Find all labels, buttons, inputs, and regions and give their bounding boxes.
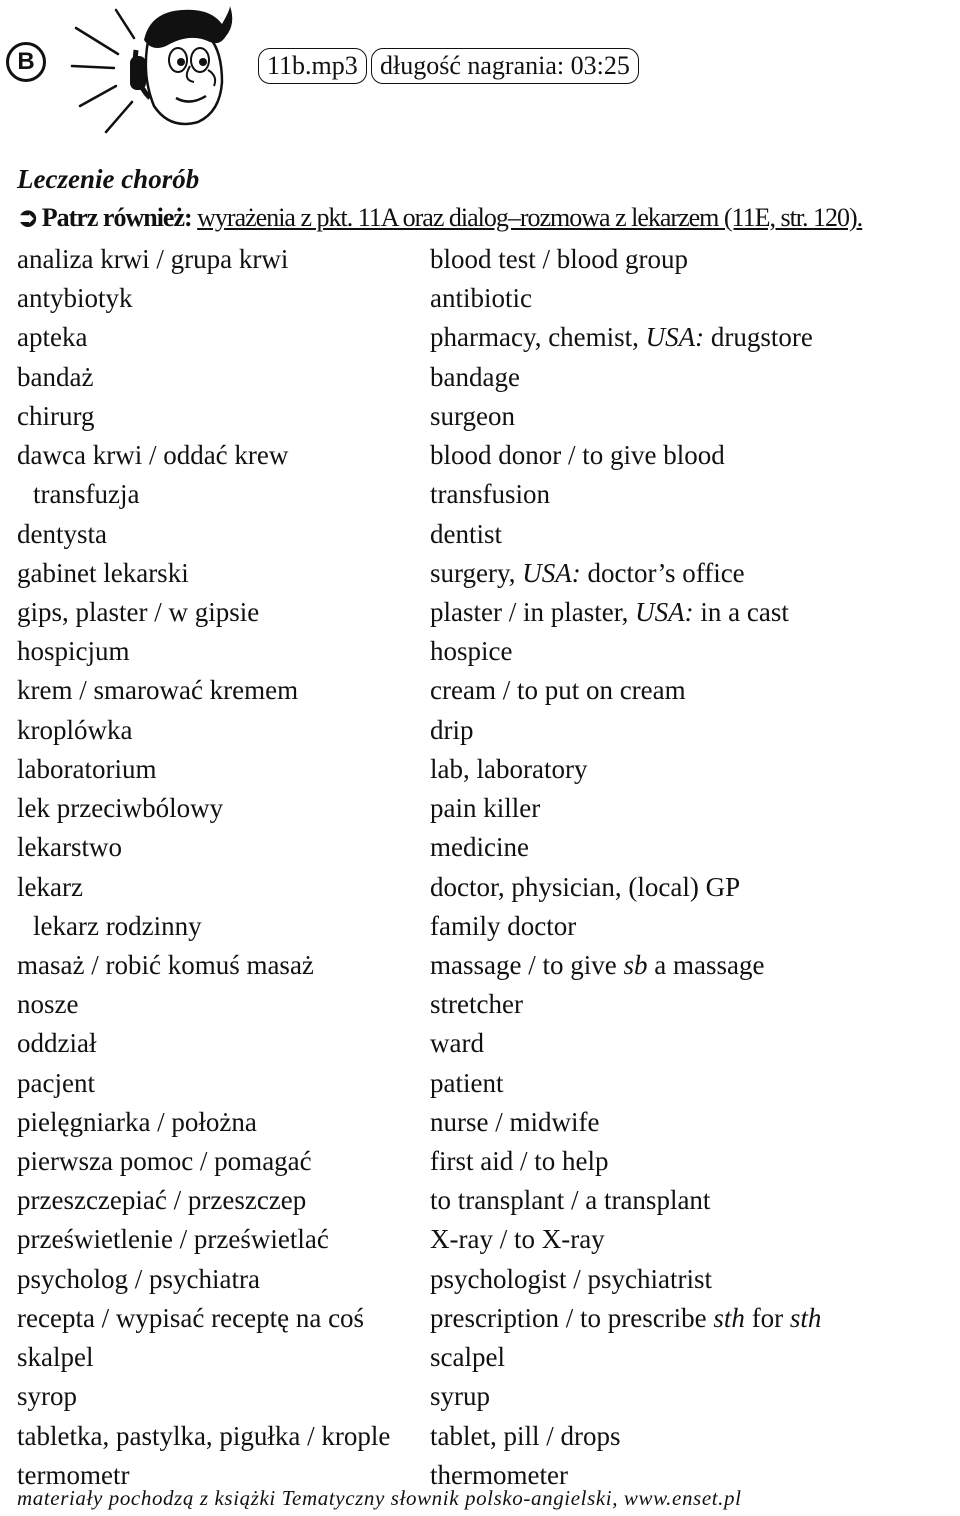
translation-text: medicine xyxy=(430,832,529,863)
vocab-row xyxy=(0,554,960,593)
translation-text: transfusion xyxy=(430,479,550,510)
polish-term: chirurg xyxy=(17,400,95,431)
translation-text: thermometer xyxy=(430,1459,568,1490)
translation-text: a massage xyxy=(647,949,765,980)
english-translation xyxy=(430,671,686,710)
polish-term: pierwsza pomoc / pomagać xyxy=(17,1146,312,1177)
polish-term: kroplówka xyxy=(17,714,133,745)
translation-text: patient xyxy=(430,1067,504,1098)
english-translation xyxy=(430,279,532,318)
vocab-row xyxy=(0,318,960,357)
polish-term: lekarz rodzinny xyxy=(33,910,202,941)
polish-term: masaż / robić komuś masaż xyxy=(17,949,314,980)
vocab-row xyxy=(0,1064,960,1103)
vocab-row xyxy=(0,750,960,789)
vocab-row xyxy=(0,1338,960,1377)
polish-term: pacjent xyxy=(17,1067,95,1098)
usage-note: USA: xyxy=(522,557,581,588)
translation-text: nurse / midwife xyxy=(430,1106,600,1137)
translation-text: doctor, physician, (local) GP xyxy=(430,871,741,902)
polish-term: dentysta xyxy=(17,518,107,549)
english-translation xyxy=(430,711,474,750)
header xyxy=(0,0,960,150)
translation-text: for xyxy=(744,1302,790,1333)
vocab-row xyxy=(0,1181,960,1220)
polish-term: tabletka, pastylka, pigułka / krople xyxy=(17,1420,391,1451)
polish-term: lekarstwo xyxy=(17,832,122,863)
vocab-row xyxy=(0,515,960,554)
english-translation xyxy=(430,1299,821,1338)
translation-text: first aid / to help xyxy=(430,1146,609,1177)
polish-term: apteka xyxy=(17,322,88,353)
vocab-row xyxy=(0,828,960,867)
english-translation xyxy=(430,475,550,514)
polish-term: przeszczepiać / przeszczep xyxy=(17,1185,307,1216)
translation-text: tablet, pill / drops xyxy=(430,1420,621,1451)
vocab-row xyxy=(0,1103,960,1142)
vocab-row xyxy=(0,279,960,318)
recording-length-label: długość nagrania: 03:25 xyxy=(371,48,639,84)
polish-term: transfuzja xyxy=(33,479,140,510)
translation-text: pain killer xyxy=(430,793,541,824)
vocab-row xyxy=(0,1220,960,1259)
section-badge: B xyxy=(6,42,46,82)
translation-text: stretcher xyxy=(430,989,523,1020)
see-also-label: Patrz również: xyxy=(41,203,192,232)
english-translation xyxy=(430,907,576,946)
translation-text: prescription / to prescribe xyxy=(430,1302,714,1333)
translation-text: plaster / in plaster, xyxy=(430,596,636,627)
english-translation xyxy=(430,750,587,789)
english-translation xyxy=(430,1338,505,1377)
vocab-row xyxy=(0,907,960,946)
english-translation xyxy=(430,632,512,671)
vocab-row xyxy=(0,868,960,907)
english-translation xyxy=(430,436,725,475)
translation-text: antibiotic xyxy=(430,283,532,314)
vocab-row xyxy=(0,946,960,985)
english-translation xyxy=(430,1024,484,1063)
polish-term: prześwietlenie / prześwietlać xyxy=(17,1224,329,1255)
english-translation xyxy=(430,985,523,1024)
translation-text: ward xyxy=(430,1028,484,1059)
see-also-line xyxy=(17,203,862,233)
translation-text: family doctor xyxy=(430,910,577,941)
translation-text: doctor’s office xyxy=(580,557,745,588)
english-translation xyxy=(430,593,789,632)
usage-note: USA: xyxy=(645,322,705,353)
polish-term: bandaż xyxy=(17,361,94,392)
see-also-reference: wyrażenia z pkt. 11A oraz dialog–rozmowa z lekarzem (11E, str. 120). xyxy=(197,203,863,232)
polish-term: lek przeciwbólowy xyxy=(17,793,224,824)
translation-text: in a cast xyxy=(693,596,789,627)
translation-text: lab, laboratory xyxy=(430,753,588,784)
vocab-row xyxy=(0,593,960,632)
english-translation xyxy=(430,397,515,436)
vocab-row xyxy=(0,1024,960,1063)
english-translation xyxy=(430,554,745,593)
english-translation xyxy=(430,1142,608,1181)
vocab-row xyxy=(0,358,960,397)
english-translation xyxy=(430,1103,599,1142)
translation-text: pharmacy, chemist, xyxy=(430,322,646,353)
polish-term: recepta / wypisać receptę na coś xyxy=(17,1302,365,1333)
english-translation xyxy=(430,868,740,907)
vocab-row xyxy=(0,1417,960,1456)
polish-term: gabinet lekarski xyxy=(17,557,189,588)
polish-term: dawca krwi / oddać krew xyxy=(17,440,289,471)
translation-text: scalpel xyxy=(430,1342,505,1373)
vocab-row xyxy=(0,1142,960,1181)
english-translation xyxy=(430,1377,490,1416)
vocab-row xyxy=(0,985,960,1024)
listening-mascot-icon xyxy=(70,2,240,142)
polish-term: syrop xyxy=(17,1381,77,1412)
polish-term: antybiotyk xyxy=(17,283,133,314)
vocab-row xyxy=(0,1260,960,1299)
vocab-row xyxy=(0,397,960,436)
translation-text: drugstore xyxy=(704,322,813,353)
polish-term: termometr xyxy=(17,1459,130,1490)
section-title: Leczenie chorób xyxy=(17,164,200,194)
polish-term: pielęgniarka / położna xyxy=(17,1106,257,1137)
translation-text: X-ray / to X-ray xyxy=(430,1224,605,1255)
vocab-row xyxy=(0,436,960,475)
polish-term: hospicjum xyxy=(17,636,130,667)
translation-text: bandage xyxy=(430,361,520,392)
vocab-row xyxy=(0,789,960,828)
english-translation xyxy=(430,1064,503,1103)
vocab-row xyxy=(0,475,960,514)
vocab-row xyxy=(0,711,960,750)
vocabulary-list xyxy=(0,240,960,1495)
translation-text: hospice xyxy=(430,636,513,667)
translation-text: drip xyxy=(430,714,474,745)
polish-term: gips, plaster / w gipsie xyxy=(17,596,260,627)
source-footer: materiały pochodzą z książki Tematyczny słownik polsko-angielski, www.enset.pl xyxy=(17,1486,742,1510)
vocab-row xyxy=(0,1299,960,1338)
translation-text: blood donor / to give blood xyxy=(430,440,725,471)
polish-term: laboratorium xyxy=(17,753,157,784)
english-translation xyxy=(430,318,813,357)
translation-text: syrup xyxy=(430,1381,490,1412)
polish-term: analiza krwi / grupa krwi xyxy=(17,244,289,274)
polish-term: skalpel xyxy=(17,1342,94,1373)
curved-arrow-icon: ➲ xyxy=(17,203,38,232)
usage-note: sth xyxy=(713,1302,745,1333)
polish-term: krem / smarować kremem xyxy=(17,675,299,706)
translation-text: surgeon xyxy=(430,400,515,431)
polish-term: nosze xyxy=(17,989,79,1020)
english-translation xyxy=(430,358,520,397)
usage-note: sth xyxy=(789,1302,822,1333)
usage-note: USA: xyxy=(635,596,694,627)
vocab-row xyxy=(0,632,960,671)
english-translation xyxy=(430,789,540,828)
english-translation xyxy=(430,946,764,985)
translation-text: blood test / blood group xyxy=(430,244,688,274)
polish-term: lekarz xyxy=(17,871,83,902)
vocab-row xyxy=(0,671,960,710)
english-translation xyxy=(430,1260,712,1299)
translation-text: to transplant / a transplant xyxy=(430,1185,711,1216)
translation-text: massage / to give xyxy=(430,949,624,980)
translation-text: cream / to put on cream xyxy=(430,675,686,706)
vocab-row xyxy=(0,240,960,279)
english-translation xyxy=(430,1181,710,1220)
translation-text: surgery, xyxy=(430,557,523,588)
polish-term: oddział xyxy=(17,1028,97,1059)
translation-text: dentist xyxy=(430,518,502,549)
english-translation xyxy=(430,828,529,867)
english-translation xyxy=(430,240,688,279)
vocab-row xyxy=(0,1377,960,1416)
audio-file-label: 11b.mp3 xyxy=(258,48,367,84)
polish-term: psycholog / psychiatra xyxy=(17,1263,260,1294)
translation-text: psychologist / psychiatrist xyxy=(430,1263,712,1294)
english-translation xyxy=(430,1220,605,1259)
usage-note: sb xyxy=(623,949,648,980)
english-translation xyxy=(430,1417,620,1456)
english-translation xyxy=(430,515,502,554)
